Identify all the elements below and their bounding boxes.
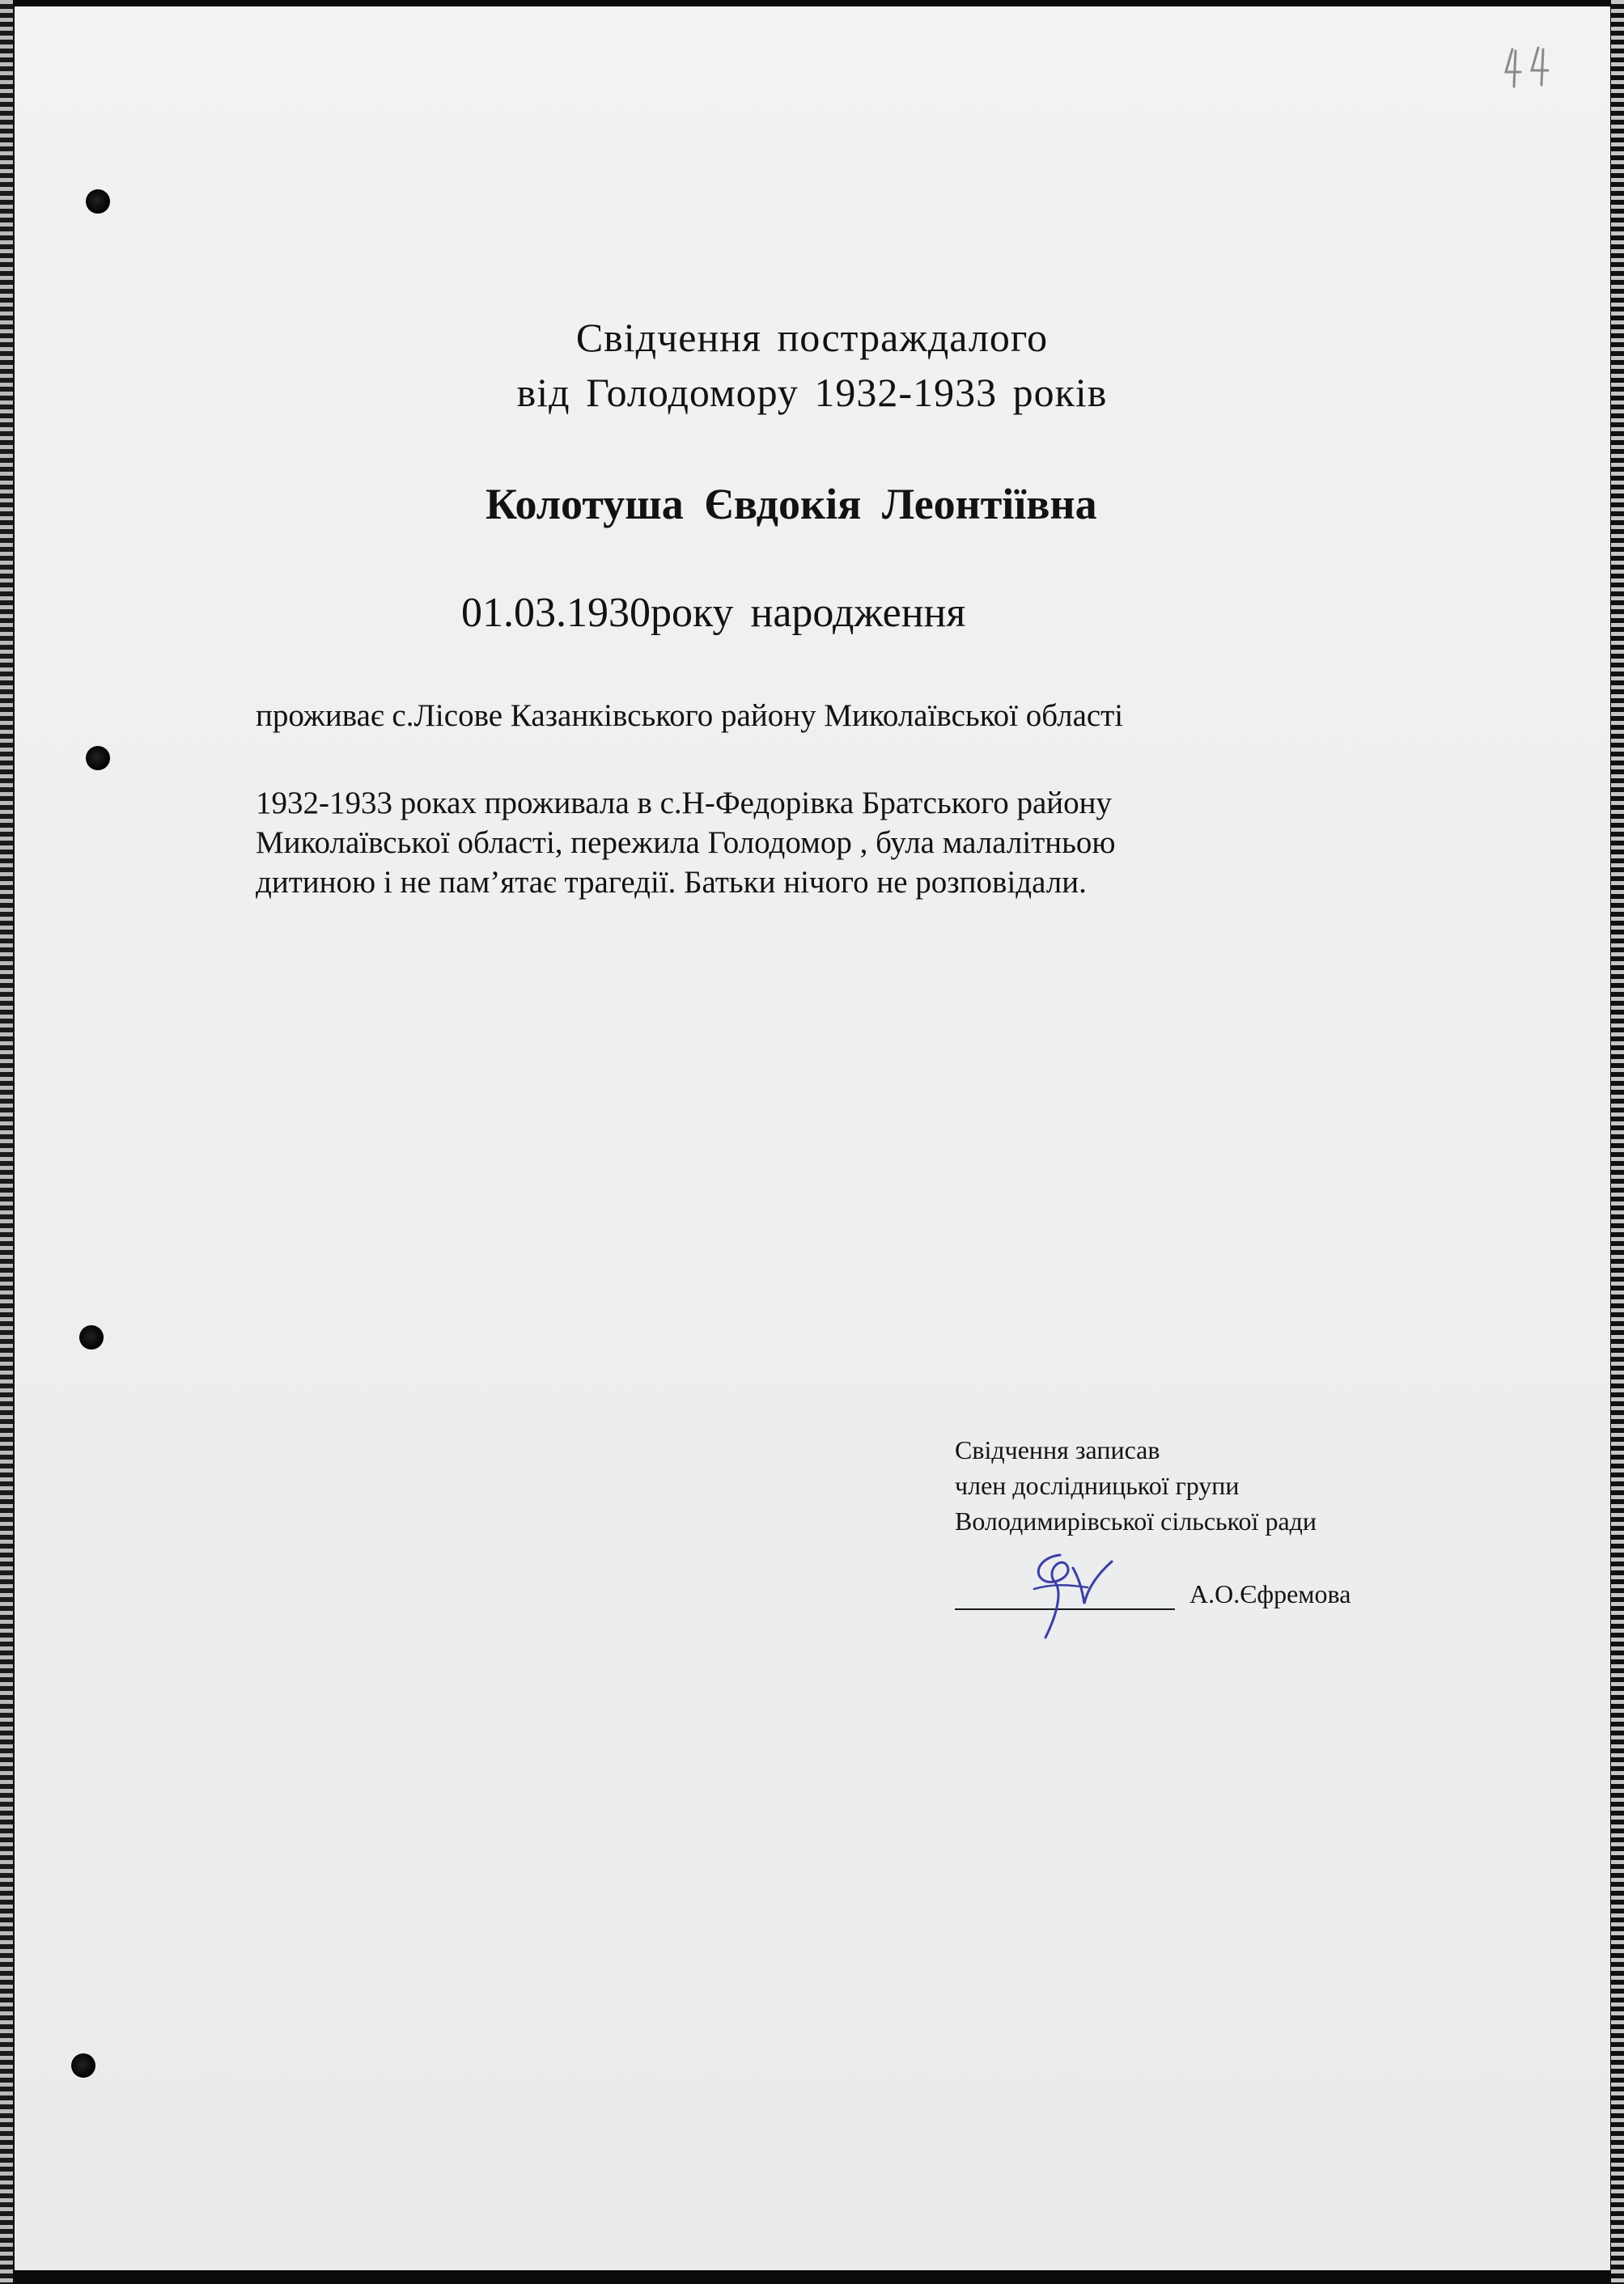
punch-hole [71,2053,95,2078]
punch-hole [86,746,110,770]
handwritten-signature [1010,1547,1123,1644]
handwritten-page-number [1501,44,1558,93]
person-name: Колотуша Євдокія Леонтіївна [486,480,1097,528]
recorder-line: Свідчення записав [955,1435,1160,1464]
residence-line: проживає с.Лісове Казанківського району Миколаївської області [256,698,1124,733]
recorder-line: член дослідницької групи [955,1471,1240,1500]
recorder-block [955,1432,1317,1539]
testimony-line: 1932-1933 роках проживала в с.Н-Федорівка Братського району [256,786,1113,820]
testimony-paragraph [256,783,1405,902]
testimony-line: Миколаївської області, пережила Голодомор , була малалітньою [256,825,1116,860]
recorder-line: Володимирівської сільської ради [955,1506,1317,1536]
testimony-line: дитиною і не пам’ятає трагедії. Батьки нічого не розповідали. [256,865,1087,900]
punch-hole [86,189,110,214]
signer-name: А.О.Єфремова [1189,1579,1351,1608]
birth-date-line: 01.03.1930року народження [461,590,966,636]
document-title-line-1: Свідчення постраждалого [575,315,1049,360]
document-title-line-2: від Голодомору 1932-1933 років [516,370,1108,415]
punch-hole [79,1325,104,1350]
